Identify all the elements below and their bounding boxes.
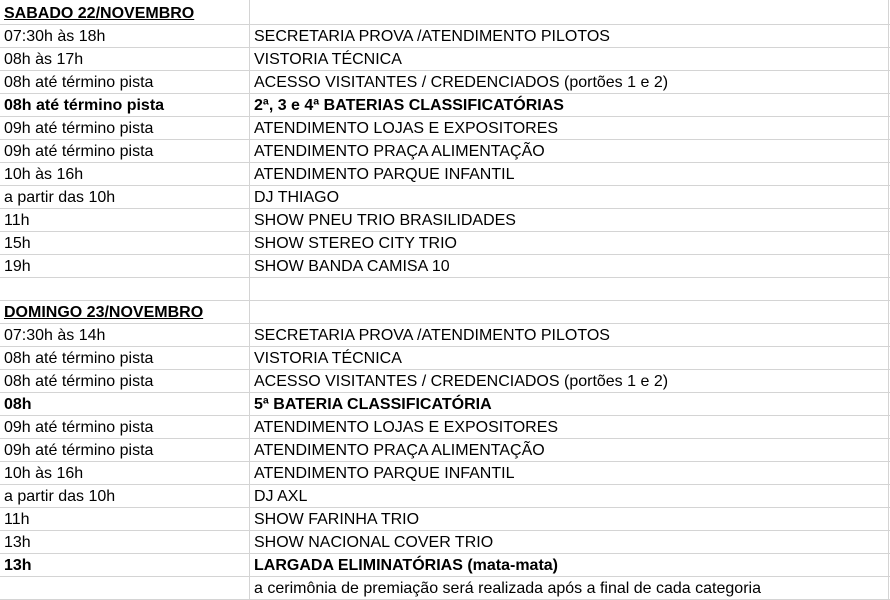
table-row[interactable]	[0, 163, 890, 186]
table-row[interactable]	[0, 255, 890, 278]
event-cell: ATENDIMENTO PRAÇA ALIMENTAÇÃO	[254, 143, 545, 160]
event-cell: ACESSO VISITANTES / CREDENCIADOS (portões 1 e 2)	[254, 373, 669, 390]
time-cell: 08h até término pista	[4, 74, 154, 91]
table-row[interactable]	[0, 94, 890, 117]
event-cell: LARGADA ELIMINATÓRIAS (mata-mata)	[254, 557, 559, 574]
event-cell: DJ AXL	[254, 488, 308, 505]
time-cell	[4, 577, 249, 600]
table-row[interactable]	[0, 232, 890, 255]
event-cell: SHOW PNEU TRIO BRASILIDADES	[254, 212, 516, 229]
saturday-heading-row[interactable]	[0, 2, 890, 25]
table-row[interactable]	[0, 324, 890, 347]
event-cell: SHOW STEREO CITY TRIO	[254, 235, 457, 252]
event-cell: ACESSO VISITANTES / CREDENCIADOS (portões 1 e 2)	[254, 74, 669, 91]
time-cell: 15h	[4, 235, 31, 252]
event-cell: ATENDIMENTO LOJAS E EXPOSITORES	[254, 419, 559, 436]
event-cell: SHOW BANDA CAMISA 10	[254, 258, 450, 275]
table-row[interactable]	[0, 370, 890, 393]
time-cell: 10h às 16h	[4, 166, 84, 183]
table-row[interactable]	[0, 393, 890, 416]
event-cell: SHOW NACIONAL COVER TRIO	[254, 534, 494, 551]
time-cell: 09h até término pista	[4, 143, 154, 160]
event-cell: 2ª, 3 e 4ª BATERIAS CLASSIFICATÓRIAS	[254, 97, 564, 114]
time-cell: 13h	[4, 557, 32, 574]
time-cell: 10h às 16h	[4, 465, 84, 482]
event-cell: ATENDIMENTO PARQUE INFANTIL	[254, 166, 515, 183]
event-cell: 5ª BATERIA CLASSIFICATÓRIA	[254, 396, 492, 413]
table-row[interactable]	[0, 439, 890, 462]
time-cell: 07:30h às 14h	[4, 327, 106, 344]
time-cell: 09h até término pista	[4, 120, 154, 137]
table-row[interactable]	[0, 508, 890, 531]
time-cell: 11h	[4, 212, 30, 229]
time-cell: 13h	[4, 534, 31, 551]
time-cell: 08h até término pista	[4, 350, 154, 367]
event-cell: DJ THIAGO	[254, 189, 340, 206]
table-row[interactable]	[0, 48, 890, 71]
time-cell: 08h até término pista	[4, 373, 154, 390]
time-cell: 08h	[4, 396, 32, 413]
time-cell: 09h até término pista	[4, 419, 154, 436]
table-row[interactable]	[0, 140, 890, 163]
table-row[interactable]	[0, 347, 890, 370]
event-cell: SHOW FARINHA TRIO	[254, 511, 420, 528]
sunday-heading: DOMINGO 23/NOVEMBRO	[4, 304, 204, 321]
event-cell: VISTORIA TÉCNICA	[254, 350, 402, 367]
sunday-heading-row[interactable]	[0, 301, 890, 324]
empty-row[interactable]	[0, 278, 890, 301]
event-cell: a cerimônia de premiação será realizada após a final de cada categoria	[254, 580, 761, 597]
time-cell: 08h às 17h	[4, 51, 84, 68]
table-row[interactable]	[0, 117, 890, 140]
time-cell: a partir das 10h	[4, 488, 116, 505]
table-row[interactable]	[0, 485, 890, 508]
saturday-heading: SABADO 22/NOVEMBRO	[4, 5, 195, 22]
table-row[interactable]	[0, 71, 890, 94]
event-cell: ATENDIMENTO PRAÇA ALIMENTAÇÃO	[254, 442, 545, 459]
table-row[interactable]	[0, 416, 890, 439]
table-row[interactable]	[0, 209, 890, 232]
table-row[interactable]	[0, 25, 890, 48]
time-cell: 11h	[4, 511, 30, 528]
time-cell: 09h até término pista	[4, 442, 154, 459]
event-cell: VISTORIA TÉCNICA	[254, 51, 402, 68]
event-cell: ATENDIMENTO LOJAS E EXPOSITORES	[254, 120, 559, 137]
table-row[interactable]	[0, 554, 890, 577]
table-row[interactable]	[0, 186, 890, 209]
event-cell: ATENDIMENTO PARQUE INFANTIL	[254, 465, 515, 482]
time-cell: 08h até término pista	[4, 97, 165, 114]
time-cell: 19h	[4, 258, 31, 275]
time-cell: a partir das 10h	[4, 189, 116, 206]
table-row[interactable]	[0, 462, 890, 485]
table-row[interactable]	[0, 577, 890, 600]
event-cell: SECRETARIA PROVA /ATENDIMENTO PILOTOS	[254, 28, 610, 45]
time-cell: 07:30h às 18h	[4, 28, 106, 45]
table-row[interactable]	[0, 531, 890, 554]
event-cell: SECRETARIA PROVA /ATENDIMENTO PILOTOS	[254, 327, 610, 344]
